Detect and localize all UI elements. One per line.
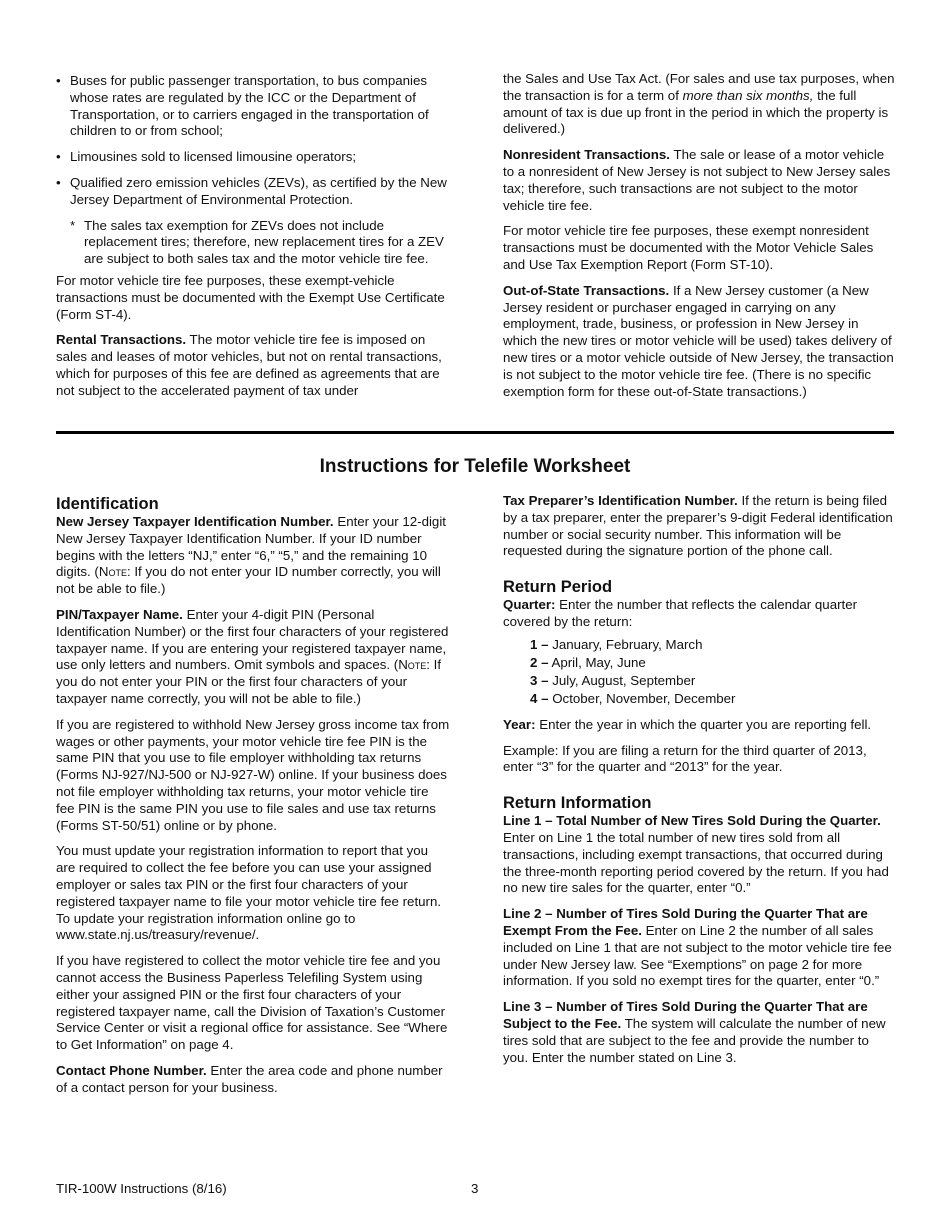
identification-column xyxy=(56,494,450,1106)
quarter-item: 1 – January, February, March xyxy=(530,636,703,652)
form-label: TIR-100W Instructions (8/16) xyxy=(56,1181,227,1196)
bullet-icon: • xyxy=(56,174,61,190)
withholding-paragraph: If you are registered to withhold New Jersey gross income tax from wages or other payments, your motor vehicle tire fee PIN is the same PIN that you use to file employer withholding tax returns (Forms NJ-927/NJ-500 or NJ-927-W) online. If your business does not file employer withholding tax returns, your motor vehicle tire fee PIN is the same PIN you use to file sales and use tax returns (Forms ST-50/51) online or by phone. xyxy=(56,716,450,833)
return-column xyxy=(503,493,895,1075)
return-period-heading: Return Period xyxy=(503,578,613,597)
asterisk-icon: * xyxy=(70,217,76,233)
sales-use-tax-continuation: the Sales and Use Tax Act. (For sales and use tax purposes, when the transaction is for a term of more than six months, the full amount of tax is due up front in the period in which the property is delivered.) xyxy=(503,71,895,137)
bullet-icon: • xyxy=(56,73,61,88)
update-registration-paragraph: You must update your registration information to report that you are required to collect the fee before you can use your assigned employer or sales tax PIN or the first four characters of your registered taxpayer name to file your motor vehicle tire fee return. To update your registration information online go to www.state.nj.us/treasury/revenue/. xyxy=(56,843,442,943)
exempt-vehicle-paragraph: For motor vehicle tire fee purposes, these exempt-vehicle transactions must be documented with the Exempt Use Certificate (Form ST-4). xyxy=(56,272,445,322)
example-paragraph: Example: If you are filing a return for the third quarter of 2013, enter “3” for the quarter and “2013” for the year. xyxy=(503,742,867,775)
bullet-zev: • Qualified zero emission vehicles (ZEVs), as certified by the New Jersey Department of Environmental Protection. xyxy=(56,174,447,207)
quarter-item: 4 – October, November, December xyxy=(530,690,736,706)
out-of-state-paragraph: Out-of-State Transactions. If a New Jersey customer (a New Jersey resident or purchaser engaged in carrying on any employment, trade, business, or profession in New Jersey in which the new tires or motor vehicle will be used) takes delivery of new tires or a motor vehicle outside of New Jersey, the transaction is not subject to the motor vehicle tire fee. (There is no specific exemption form for these out-of-State transactions.) xyxy=(503,282,894,399)
nonresident-transactions-paragraph: Nonresident Transactions. The sale or lease of a motor vehicle to a nonresident of New Jersey is not subject to New Jersey sales tax; therefore, such transactions are not subject to the motor vehicle tire fee. xyxy=(503,147,891,213)
bullet-limousines: • Limousines sold to licensed limousine operators; xyxy=(56,149,357,165)
pin-paragraph: PIN/Taxpayer Name. Enter your 4-digit PIN (Personal Identification Number) or the first four characters of your registered taxpayer name. If you are entering your registered taxpayer name, use only letters and numbers. Omit symbols and spaces. (Note: If you do not enter your PIN or the first four characters of your taxpayer name correctly, you will not be able to file.) xyxy=(56,606,449,706)
line3-paragraph: Line 3 – Number of Tires Sold During the Quarter That are Subject to the Fee. The system will calculate the number of new tires sold that are subject to the fee and provide the number to you. Enter the number stated on Line 3. xyxy=(503,999,886,1065)
quarter-item: 2 – April, May, June xyxy=(530,654,646,670)
contact-phone-paragraph: Contact Phone Number. Enter the area code and phone number of a contact person for your business. xyxy=(56,1062,443,1095)
taxpayer-id-paragraph: New Jersey Taxpayer Identification Number. Enter your 12-digit New Jersey Taxpayer Identification Number. If your ID number begins with the letters “NJ,” enter “6,” “5,” and the remaining 10 digits. (Note: If you do not enter your ID number correctly, you will not be able to file.) xyxy=(56,514,446,597)
rental-transactions-paragraph: Rental Transactions. The motor vehicle tire fee is imposed on sales and leases of motor vehicles, but not on rental transactions, which for purposes of this fee are defined as agreements that are not subject to the accelerated payment of tax under xyxy=(56,332,442,398)
quarter-item: 3 – July, August, September xyxy=(530,672,696,688)
preparer-id-paragraph: Tax Preparer’s Identification Number. If the return is being filed by a tax preparer, enter the preparer’s 9-digit Federal identification number or social security number. This information will be requested during the signature portion of the phone call. xyxy=(503,493,893,559)
bullet-buses: • Buses for public passenger transportation, to bus companies whose rates are regulated by the ICC or the Department of Transportation, or to carriers engaged in the transportation of children to or from school; xyxy=(56,73,429,139)
top-right-column xyxy=(503,71,895,409)
section-divider xyxy=(56,431,894,434)
top-left-column xyxy=(56,73,450,409)
access-paragraph: If you have registered to collect the motor vehicle tire fee and you cannot access the Business Paperless Telefiling System using either your assigned PIN or the first four characters of your registered taxpayer name, call the Division of Taxation’s Customer Service Center or visit a regional office for assistance. See “Where to Get Information” on page 4. xyxy=(56,953,448,1053)
line1-paragraph: Line 1 – Total Number of New Tires Sold During the Quarter. Enter on Line 1 the total number of new tires sold from all transactions, including exempt transactions, that occurred during the three-month reporting period covered by the return. If you had no new tire sales for the quarter, enter “0.” xyxy=(503,813,889,896)
quarter-list xyxy=(530,636,895,708)
zev-footnote: * The sales tax exemption for ZEVs does not include replacement tires; therefore, new replacement tires for a ZEV are subject to both sales tax and the motor vehicle tire fee. xyxy=(70,217,444,267)
nonresident-documentation-paragraph: For motor vehicle tire fee purposes, these exempt nonresident transactions must be documented with the Motor Vehicle Sales and Use Tax Exemption Report (Form ST-10). xyxy=(503,223,874,272)
section-title: Instructions for Telefile Worksheet xyxy=(319,456,631,477)
bullet-icon: • xyxy=(56,149,61,165)
page-number: 3 xyxy=(471,1181,479,1196)
return-information-heading: Return Information xyxy=(503,794,652,813)
quarter-paragraph: Quarter: Enter the number that reflects the calendar quarter covered by the return: xyxy=(503,597,858,629)
year-paragraph: Year: Enter the year in which the quarter you are reporting fell. xyxy=(503,716,872,732)
line2-paragraph: Line 2 – Number of Tires Sold During the Quarter That are Exempt From the Fee. Enter on Line 2 the number of all sales included on Line 1 that are not subject to the motor vehicle tire fee under New Jersey law. See “Exemptions” on page 2 for more information. If you sold no exempt tires for the quarter, enter “0.” xyxy=(503,906,892,989)
identification-heading: Identification xyxy=(56,495,159,513)
